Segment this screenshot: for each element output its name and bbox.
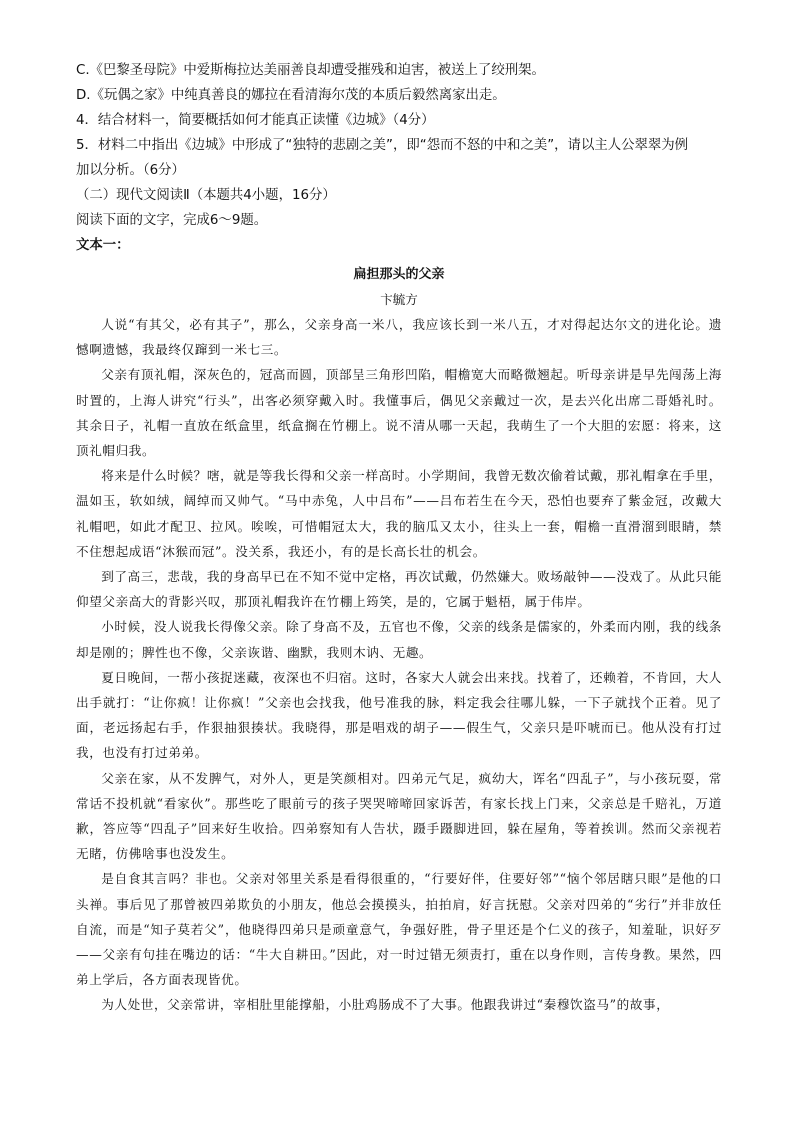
article-title: 扁担那头的父亲 [353, 267, 445, 282]
article-paragraph-6: 夏日晚间，一帮小孩捉迷藏，夜深也不归宿。这时，各家大人就会出来找。找着了，还赖着，不肯回，大人出手就打：“让你疯！让你疯！”父亲也会找我，他号准我的脉，料定我会往哪儿躲，一下子就找个正着。见了面，老远扬起右手，作狠抽狠揍状。我晓得，那是唱戏的胡子——假生气，父亲只是吓唬而已。他从没有打过我，也没有打过弟弟。 [76, 669, 722, 761]
article-paragraph-2: 父亲有顶礼帽，深灰色的，冠高而圆，顶部呈三角形凹陷，帽檐宽大而略微翘起。听母亲讲是早先闯荡上海时置的，上海人讲究“行头”，出客必须穿戴入时。我懂事后，偶见父亲戴过一次，是去兴化出席二哥婚礼时。其余日子，礼帽一直放在纸盒里，纸盒搁在竹棚上。说不清从哪一天起，我萌生了一个大胆的宏愿：将来，这顶礼帽归我。 [76, 367, 722, 459]
question-5-continued: 加以分析。（6分） [76, 163, 185, 178]
article-paragraph-5: 小时候，没人说我长得像父亲。除了身高不及，五官也不像，父亲的线条是儒家的，外柔而内刚，我的线条却是刚的；脾性也不像，父亲诙谐、幽默，我则木讷、无趣。 [76, 619, 722, 660]
question-4: 4．结合材料一，简要概括如何才能真正读懂《边城》（4分） [76, 113, 435, 128]
article-author: 卞毓方 [380, 292, 418, 307]
article-paragraph-7: 父亲在家，从不发脾气，对外人，更是笑颜相对。四弟元气足，疯幼大，诨名“四乱子”，与小孩玩耍，常常话不投机就“看家伙”。那些吃了眼前亏的孩子哭哭啼啼回家诉苦，有家长找上门来，父亲总是千赔礼，万道歉，答应等“四乱子”回来好生收拾。四弟察知有人告状，蹑手蹑脚进回，躲在屋角，等着挨训。然而父亲视若无睹，仿佛啥事也没发生。 [76, 770, 722, 862]
reading-instruction: 阅读下面的文字，完成6～9题。 [76, 213, 268, 228]
article-paragraph-4: 到了高三，悲哉，我的身高早已在不知不觉中定格，再次试戴，仍然嫌大。败场敲钟——没戏了。从此只能仰望父亲高大的背影兴叹，那顶礼帽我许在竹棚上筠笑，是的，它属于魁梧，属于伟岸。 [76, 569, 722, 610]
document-page [76, 58, 722, 1018]
section-heading: （二）现代文阅读Ⅱ（本题共4小题，16分） [76, 188, 336, 203]
question-option-c: C.《巴黎圣母院》中爱斯梅拉达美丽善良却遭受摧残和迫害，被送上了绞刑架。 [76, 63, 545, 78]
text-label: 文本一： [76, 238, 130, 253]
question-option-d: D.《玩偶之家》中纯真善良的娜拉在看清海尔茂的本质后毅然离家出走。 [76, 88, 506, 103]
article-paragraph-9: 为人处世，父亲常讲，宰相肚里能撑船，小肚鸡肠成不了大事。他跟我讲过“秦穆饮盗马”的故事， [101, 997, 670, 1013]
question-5: 5．材料二中指出《边城》中形成了“独特的悲剧之美”，即“怨而不怒的中和之美”，请以主人公翠翠为例 [76, 138, 689, 153]
article-paragraph-3: 将来是什么时候？嗐，就是等我长得和父亲一样高时。小学期间，我曾无数次偷着试戴，那礼帽拿在手里，温如玉，软如绒，阔绰而又帅气。“马中赤兔，人中吕布”——吕布若生在今天，恐怕也要弃了紫金冠，改戴大礼帽吧，如此才配卫、拉风。唉唉，可惜帽冠太大，我的脑瓜又太小，往头上一套，帽檐一直滑溜到眼睛，禁不住想起成语“沐猴而冠”。没关系，我还小，有的是长高长壮的机会。 [76, 468, 722, 559]
article-paragraph-1: 人说“有其父，必有其子”，那么，父亲身高一米八，我应该长到一米八五，才对得起达尔文的进化论。遗憾啊遗憾，我最终仅蹿到一米七三。 [76, 317, 722, 358]
article-paragraph-8: 是自食其言吗？非也。父亲对邻里关系是看得很重的，“行要好伴，住要好邻”“恼个邻居瞎只眼”是他的口头禅。事后见了那曾被四弟欺负的小朋友，他总会摸摸头，拍拍肩，好言抚慰。父亲对四弟的“劣行”并非放任自流，而是“知子莫若父”，他晓得四弟只是顽童意气，争强好胜，骨子里还是个仁义的孩子，知羞耻，识好歹——父亲有句挂在嘴边的话：“牛大自耕田。”因此，对一时过错无须责打，重在以身作则，言传身教。果然，四弟上学后，各方面表现皆优。 [76, 871, 722, 988]
